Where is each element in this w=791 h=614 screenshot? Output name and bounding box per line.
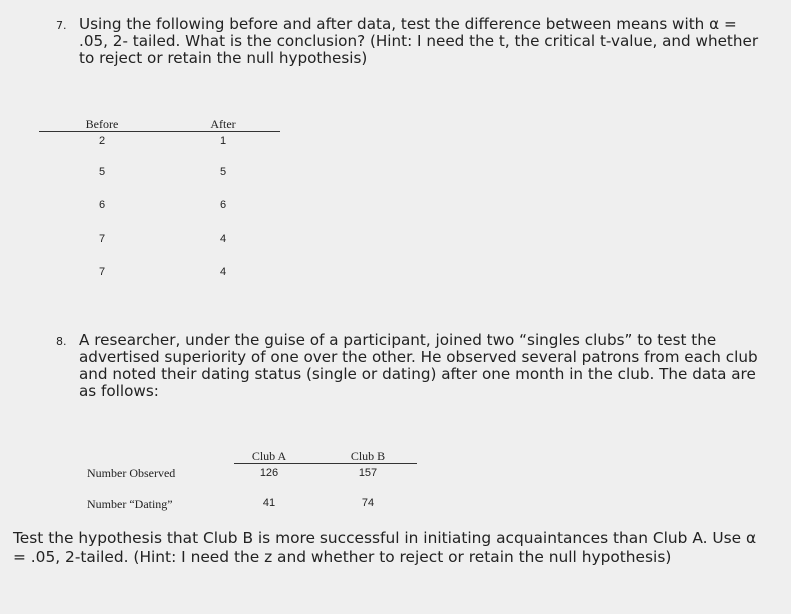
question-number: 8. [56, 335, 67, 348]
question-text [79, 16, 758, 67]
question-number: 7. [56, 19, 67, 32]
table-cell: 5 [98, 166, 106, 178]
table-cell: 2 [98, 135, 106, 147]
header-rule [39, 131, 280, 132]
column-header-club-b: Club B [350, 449, 386, 463]
table-cell: 7 [98, 266, 106, 278]
question-line: as follows: [79, 382, 159, 400]
column-header-club-a: Club A [251, 449, 287, 463]
table-cell: 5 [219, 166, 227, 178]
table-cell: 7 [98, 233, 106, 245]
column-header-after: After [210, 117, 236, 131]
question-text [79, 332, 758, 400]
row-label: Number Observed [87, 466, 176, 480]
table-cell: 126 [259, 467, 279, 479]
table-cell: 157 [358, 467, 378, 479]
table-cell: 6 [98, 199, 106, 211]
instruction-line: Test the hypothesis that Club B is more successful in initiating acquaintances than Club A. Use α [13, 529, 757, 547]
question-line: .05, 2- tailed. What is the conclusion? (Hint: I need the t, the critical t-value, and whether [79, 32, 759, 50]
instruction-line: = .05, 2-tailed. (Hint: I need the z and whether to reject or retain the null hypothesis) [13, 548, 672, 566]
question-line: advertised superiority of one over the other. He observed several patrons from each club [79, 348, 758, 366]
hypothesis-instruction [13, 529, 756, 567]
header-rule [234, 463, 417, 464]
question-line: Using the following before and after data, test the difference between means with α = [79, 15, 737, 33]
column-header-before: Before [85, 117, 119, 131]
table-cell: 41 [262, 497, 276, 509]
question-line: and noted their dating status (single or dating) after one month in the club. The data are [79, 365, 756, 383]
question-line: A researcher, under the guise of a participant, joined two “singles clubs” to test the [79, 331, 717, 349]
table-cell: 1 [219, 135, 227, 147]
table-cell: 6 [219, 199, 227, 211]
row-label: Number “Dating” [87, 497, 173, 511]
question-line: to reject or retain the null hypothesis) [79, 49, 368, 67]
table-cell: 4 [219, 233, 227, 245]
table-cell: 4 [219, 266, 227, 278]
table-cell: 74 [361, 497, 375, 509]
